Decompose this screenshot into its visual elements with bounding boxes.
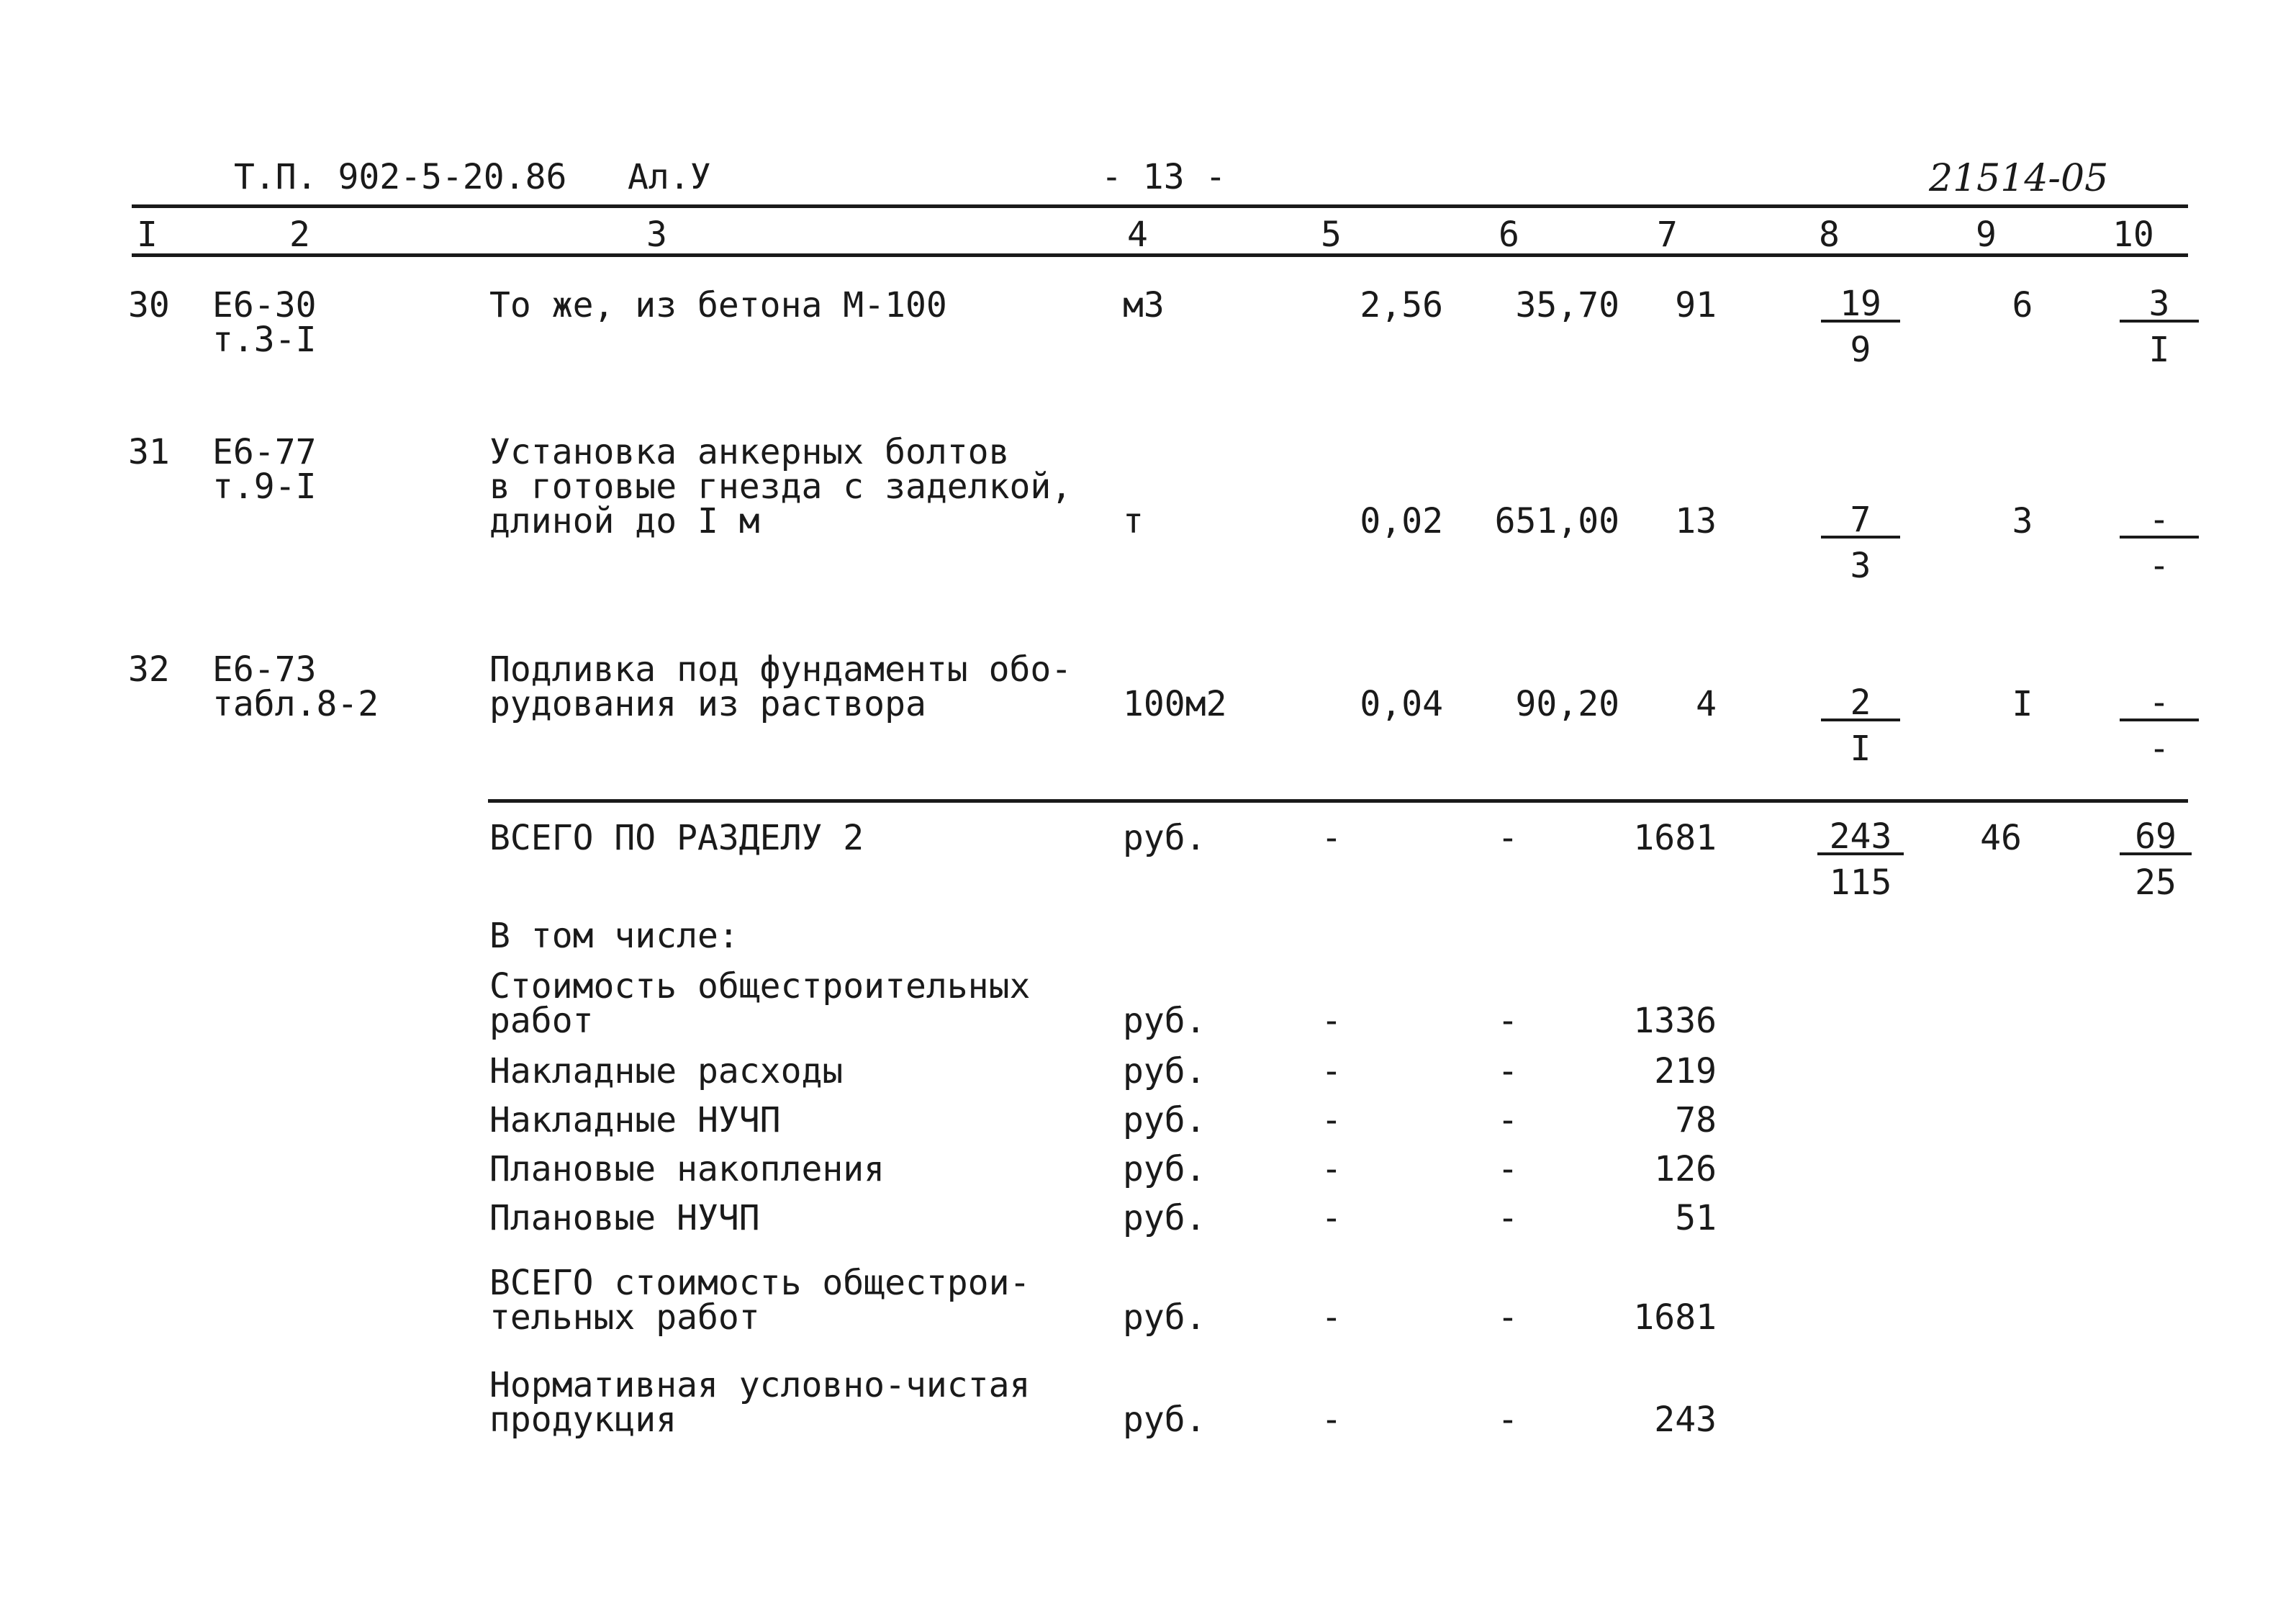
fraction-bar [1821, 719, 1900, 721]
total-cost: 4 [1696, 684, 1717, 724]
column8-fraction [1814, 685, 1907, 772]
column-header: 2 [289, 215, 310, 255]
quantity: 0,02 [1360, 501, 1443, 541]
section-total-rule [488, 799, 2188, 803]
fraction-denominator: 9 [1850, 330, 1871, 370]
work-description: в готовые гнезда с заделкой, [489, 467, 1072, 507]
dash: - [1321, 1297, 1342, 1338]
column9-value: 6 [2012, 285, 2033, 325]
dash: - [1497, 1297, 1519, 1338]
column-header: 3 [646, 215, 667, 255]
fraction-bar [1821, 536, 1900, 539]
column-header: I [137, 215, 158, 255]
quantity: 2,56 [1360, 285, 1443, 325]
row-number: 30 [128, 285, 170, 325]
column10-fraction [2112, 685, 2206, 772]
breakdown-label: работ [489, 1001, 594, 1041]
fraction-numerator: - [2148, 683, 2170, 723]
column-header: 5 [1321, 215, 1342, 255]
quantity: 0,04 [1360, 684, 1443, 724]
unit: руб. [1123, 1198, 1206, 1238]
dash: - [1497, 1051, 1519, 1091]
column8-fraction [1803, 816, 1918, 906]
total-cost: 1681 [1633, 818, 1717, 858]
column9-value: I [2012, 684, 2033, 724]
column9-value: 3 [2012, 501, 2033, 541]
dash: - [1321, 1051, 1342, 1091]
fraction-denominator: 115 [1829, 862, 1892, 903]
column-header: 8 [1819, 215, 1840, 255]
fraction-numerator: - [2148, 500, 2170, 540]
norm-code: Е6-30 [212, 285, 317, 325]
norm-code: Е6-77 [212, 432, 317, 472]
breakdown-label: тельных работ [489, 1297, 760, 1338]
unit: т [1123, 501, 1144, 541]
dash: - [1321, 818, 1342, 858]
column-header: 6 [1499, 215, 1519, 255]
work-description: То же, из бетона М-100 [489, 285, 947, 325]
norm-table: т.3-I [212, 320, 317, 360]
dash: - [1321, 1198, 1342, 1238]
work-description: Установка анкерных болтов [489, 432, 1010, 472]
column10-fraction [2105, 816, 2206, 906]
total-cost: 1681 [1633, 1297, 1717, 1338]
album-number: Ал.У [628, 157, 711, 197]
dash: - [1321, 1100, 1342, 1140]
breakdown-label: Нормативная условно-чистая [489, 1365, 1031, 1405]
column10-fraction [2112, 284, 2206, 373]
row-number: 32 [128, 649, 170, 690]
column8-fraction [1814, 500, 1907, 589]
column-header: 7 [1657, 215, 1678, 255]
column-header: 9 [1976, 215, 1997, 255]
breakdown-label: Накладные НУЧП [489, 1100, 781, 1140]
total-cost: 91 [1675, 285, 1717, 325]
total-cost: 1336 [1633, 1001, 1717, 1041]
total-cost: 13 [1675, 501, 1717, 541]
breakdown-label: Плановые НУЧП [489, 1198, 760, 1238]
work-description: рудования из раствора [489, 684, 926, 724]
dash: - [1497, 1100, 1519, 1140]
breakdown-label: продукция [489, 1400, 677, 1440]
section-total-label: ВСЕГО ПО РАЗДЕЛУ 2 [489, 818, 864, 858]
fraction-numerator: 19 [1840, 284, 1881, 324]
unit-price: 35,70 [1515, 285, 1619, 325]
unit: руб. [1123, 1297, 1206, 1338]
fraction-bar [2120, 852, 2192, 855]
unit: руб. [1123, 1149, 1206, 1189]
total-cost: 243 [1654, 1400, 1717, 1440]
breakdown-label: Плановые накопления [489, 1149, 885, 1189]
column-header: 4 [1127, 215, 1148, 255]
unit: руб. [1123, 818, 1206, 858]
unit-price: 651,00 [1494, 501, 1619, 541]
work-description: Подливка под фундаменты обо- [489, 649, 1072, 690]
breakdown-label: Стоимость общестроительных [489, 966, 1031, 1006]
unit: руб. [1123, 1100, 1206, 1140]
norm-table: табл.8-2 [212, 684, 379, 724]
fraction-numerator: 69 [2135, 816, 2177, 857]
unit: 100м2 [1123, 684, 1227, 724]
fraction-numerator: 2 [1850, 683, 1871, 723]
dash: - [1497, 1198, 1519, 1238]
column-header: 10 [2112, 215, 2154, 255]
fraction-numerator: 3 [2148, 284, 2170, 324]
dash: - [1497, 1400, 1519, 1440]
including-label: В том числе: [489, 916, 739, 956]
total-cost: 126 [1654, 1149, 1717, 1189]
dash: - [1321, 1400, 1342, 1440]
unit: руб. [1123, 1001, 1206, 1041]
total-cost: 78 [1675, 1100, 1717, 1140]
total-cost: 219 [1654, 1051, 1717, 1091]
fraction-denominator: 25 [2135, 862, 2177, 903]
dash: - [1497, 1149, 1519, 1189]
total-cost: 51 [1675, 1198, 1717, 1238]
fraction-bar [1817, 852, 1904, 855]
fraction-denominator: - [2148, 729, 2170, 769]
dash: - [1321, 1149, 1342, 1189]
work-description: длиной до I м [489, 501, 760, 541]
norm-code: Е6-73 [212, 649, 317, 690]
norm-table: т.9-I [212, 467, 317, 507]
table-top-rule [132, 204, 2188, 208]
document-reference: Т.П. 902-5-20.86 [234, 157, 567, 197]
breakdown-label: ВСЕГО стоимость общестрои- [489, 1263, 1031, 1303]
fraction-denominator: 3 [1850, 546, 1871, 586]
unit: руб. [1123, 1051, 1206, 1091]
unit: руб. [1123, 1400, 1206, 1440]
header-bottom-rule [132, 253, 2188, 257]
fraction-bar [2120, 719, 2199, 721]
column10-fraction [2112, 500, 2206, 589]
fraction-denominator: - [2148, 546, 2170, 586]
fraction-numerator: 7 [1850, 500, 1871, 540]
breakdown-label: Накладные расходы [489, 1051, 844, 1091]
archive-number: 21514-05 [1929, 157, 2109, 200]
dash: - [1497, 818, 1519, 858]
row-number: 31 [128, 432, 170, 472]
column8-fraction [1814, 284, 1907, 373]
unit-price: 90,20 [1515, 684, 1619, 724]
column9-value: 46 [1980, 818, 2022, 858]
fraction-denominator: I [2148, 330, 2170, 370]
unit: м3 [1123, 285, 1165, 325]
fraction-numerator: 243 [1829, 816, 1892, 857]
page-number: - 13 - [1101, 157, 1226, 197]
fraction-denominator: I [1850, 729, 1871, 769]
dash: - [1321, 1001, 1342, 1041]
dash: - [1497, 1001, 1519, 1041]
fraction-bar [2120, 320, 2199, 323]
fraction-bar [1821, 320, 1900, 323]
fraction-bar [2120, 536, 2199, 539]
